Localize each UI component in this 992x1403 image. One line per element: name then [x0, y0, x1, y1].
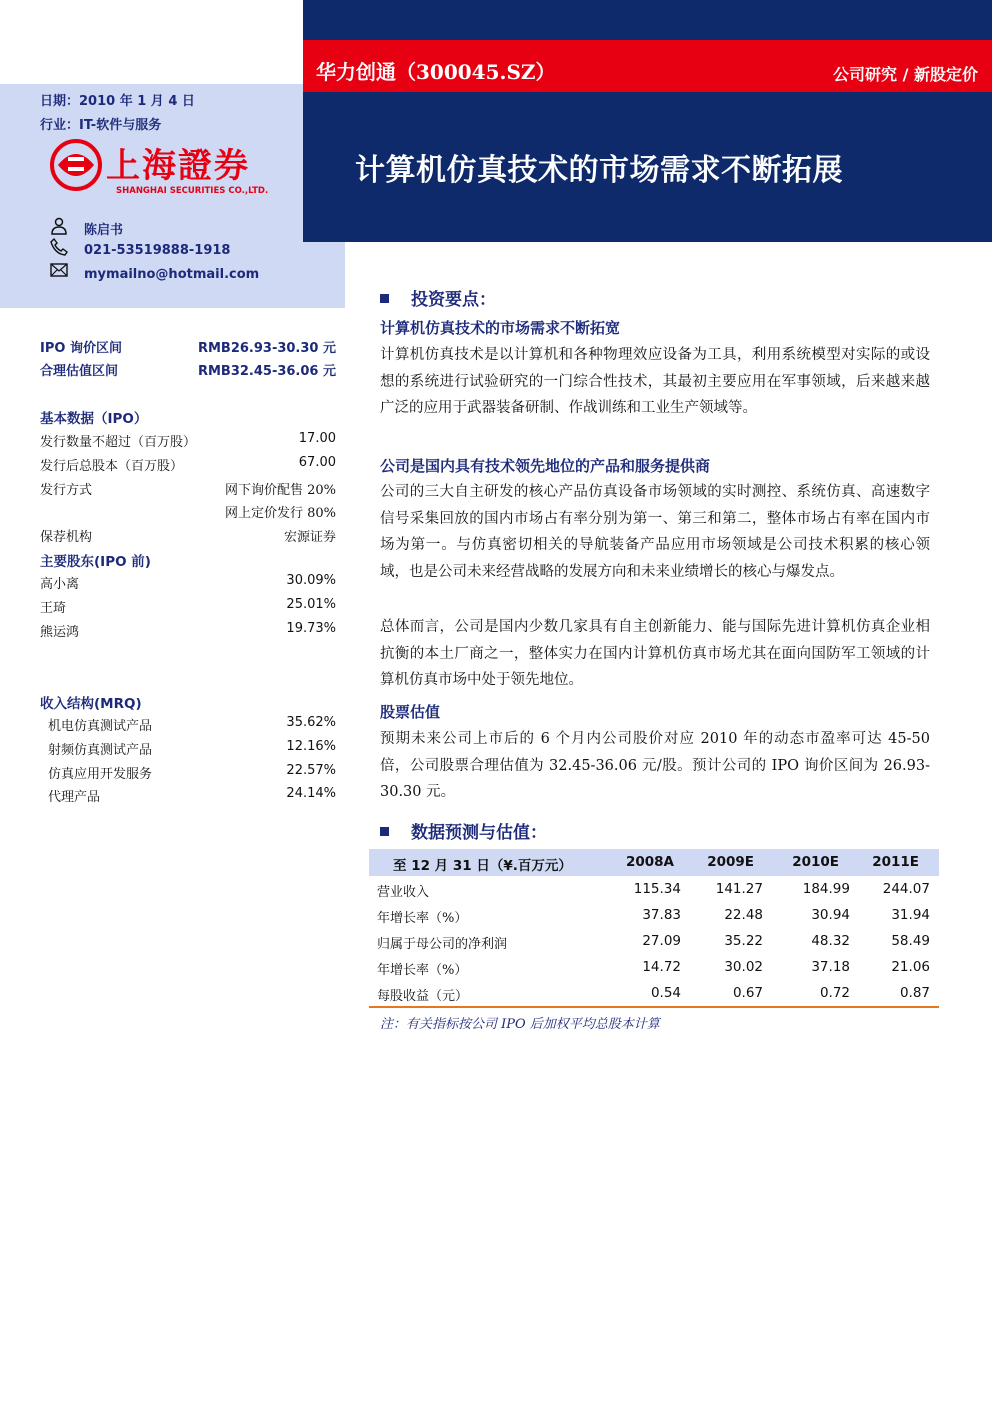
table-row — [369, 876, 939, 902]
report-type: 公司研究 / 新股定价 — [833, 65, 978, 84]
row-value: 12.16% — [286, 739, 336, 754]
table-row — [40, 455, 336, 475]
row-label: 射频仿真测试产品 — [48, 743, 153, 758]
table-bottom-rule — [369, 1006, 939, 1008]
cell: 0.87 — [899, 985, 930, 1001]
pricing-row — [40, 337, 336, 357]
logo-mark-icon — [44, 135, 284, 205]
section-heading — [380, 818, 547, 843]
cell: 0.72 — [819, 985, 850, 1001]
row-label: 发行方式 — [40, 483, 93, 498]
row-label: 高小离 — [40, 577, 80, 592]
row-label: 熊运鸿 — [40, 625, 80, 640]
header-top-band — [303, 0, 992, 40]
email-icon — [50, 262, 68, 280]
shareholders-heading: 主要股东(IPO 前) — [40, 554, 151, 570]
analyst-email[interactable]: mymailno@hotmail.com — [84, 267, 260, 282]
cell: 115.34 — [633, 881, 681, 897]
shareholders-table — [40, 550, 336, 640]
row-value: 35.62% — [286, 715, 336, 730]
row-value: 网上定价发行 80% — [224, 506, 336, 521]
bullet-square-icon — [380, 827, 389, 836]
pricing-label: IPO 询价区间 — [40, 341, 122, 356]
pricing-value: RMB26.93-30.30 元 — [197, 341, 336, 356]
table-row — [40, 479, 336, 499]
header-cell: 2010E — [792, 854, 839, 870]
cell: 14.72 — [642, 959, 681, 975]
industry: 行业：IT-软件与服务 — [40, 118, 162, 133]
cell: 21.06 — [891, 959, 930, 975]
analyst-name: 陈启书 — [84, 223, 124, 238]
cell: 141.27 — [715, 881, 763, 897]
row-label: 代理产品 — [48, 790, 101, 805]
table-header — [369, 849, 939, 876]
table-row — [40, 573, 336, 593]
cell: 37.83 — [642, 907, 681, 923]
revenue-structure-table — [40, 692, 336, 807]
cell: 35.22 — [724, 933, 763, 949]
svg-text:上海證券: 上海證券 — [106, 146, 250, 186]
cell: 22.48 — [724, 907, 763, 923]
table-row — [40, 597, 336, 617]
row-label: 年增长率（%） — [377, 963, 468, 978]
revenue-structure-heading: 收入结构(MRQ) — [40, 696, 142, 712]
table-row — [40, 715, 336, 735]
table-row — [369, 954, 939, 980]
table-row — [40, 786, 336, 806]
svg-text:SHANGHAI SECURITIES CO.,LTD.: SHANGHAI SECURITIES CO.,LTD. — [116, 186, 269, 196]
table-row — [40, 621, 336, 641]
basic-data-table — [40, 407, 336, 547]
table-row — [40, 502, 336, 522]
row-value: 25.01% — [286, 597, 336, 612]
cell: 58.49 — [891, 933, 930, 949]
cell: 31.94 — [891, 907, 930, 923]
row-value: 网下询价配售 20% — [224, 483, 336, 498]
table-row — [40, 763, 336, 783]
table-row — [40, 431, 336, 451]
row-label: 年增长率（%） — [377, 911, 468, 926]
header-cell: 2009E — [707, 854, 754, 870]
table-row — [369, 980, 939, 1006]
row-label: 王琦 — [40, 601, 67, 616]
pricing-label: 合理估值区间 — [40, 364, 119, 379]
table-row — [369, 928, 939, 954]
basic-data-heading: 基本数据（IPO） — [40, 411, 148, 427]
row-label: 机电仿真测试产品 — [48, 719, 153, 734]
phone-icon — [50, 238, 68, 256]
pricing-row — [40, 360, 336, 380]
report-title: 计算机仿真技术的市场需求不断拓展 — [355, 153, 843, 188]
bullet-square-icon — [380, 294, 389, 303]
row-label: 发行数量不超过（百万股） — [40, 435, 197, 450]
row-label: 仿真应用开发服务 — [48, 767, 153, 782]
cell: 0.67 — [732, 985, 763, 1001]
paragraph: 总体而言，公司是国内少数几家具有自主创新能力、能与国际先进计算机仿真企业相抗衡的本土厂商之一，整体实力在国内计算机仿真市场尤其在面向国防军工领域的计算机仿真市场中处于领先地位。 — [380, 619, 930, 688]
table-row — [40, 526, 336, 546]
row-value: 67.00 — [298, 455, 336, 470]
cell: 30.94 — [811, 907, 850, 923]
row-label: 保荐机构 — [40, 530, 93, 545]
row-label: 归属于母公司的净利润 — [377, 937, 508, 952]
row-label: 发行后总股本（百万股） — [40, 459, 184, 474]
row-label: 营业收入 — [377, 885, 430, 900]
header-cell: 至 12 月 31 日（¥.百万元） — [393, 858, 572, 874]
pricing-table — [40, 337, 336, 381]
stock-name: 华力创通（300045.SZ） — [316, 60, 556, 84]
report-date: 日期：2010 年 1 月 4 日 — [40, 94, 195, 109]
paragraph: 预期未来公司上市后的 6 个月内公司股价对应 2010 年的动态市盈率可达 45-50 倍，公司股票合理估值为 32.45-36.06 元/股。预计公司的 IPO 询价区间为 26.93-30.30 元。 — [380, 731, 930, 800]
row-value: 30.09% — [286, 573, 336, 588]
section-heading-text: 数据预测与估值： — [411, 823, 547, 843]
table-row — [369, 902, 939, 928]
row-value: 22.57% — [286, 763, 336, 778]
header-cell: 2008A — [625, 854, 674, 870]
info-panel-extension — [303, 242, 345, 308]
person-icon — [50, 217, 68, 235]
row-label: 每股收益（元） — [377, 989, 469, 1004]
subheading: 股票估值 — [380, 703, 441, 721]
subheading: 公司是国内具有技术领先地位的产品和服务提供商 — [380, 457, 711, 475]
subheading: 计算机仿真技术的市场需求不断拓宽 — [380, 319, 621, 337]
section-heading-text: 投资要点： — [411, 290, 496, 310]
analyst-phone: 021-53519888-1918 — [84, 243, 231, 258]
paragraph: 公司的三大自主研发的核心产品仿真设备市场领域的实时测控、系统仿真、高速数字信号采集回放的国内市场占有率分别为第一、第三和第二，整体市场占有率在国内市场为第一。与仿真密切相关的导航装备产品应用市场领域是公司技术积累的核心领域，也是公司未来经营战略的发展方向和未来业绩增长的核心与爆发点。 — [380, 484, 930, 580]
cell: 244.07 — [882, 881, 930, 897]
cell: 0.54 — [650, 985, 681, 1001]
section-heading — [380, 285, 496, 310]
table-note: 注：有关指标按公司 IPO 后加权平均总股本计算 — [380, 1017, 660, 1032]
shanghai-securities-logo — [44, 135, 284, 205]
cell: 48.32 — [811, 933, 850, 949]
cell: 37.18 — [811, 959, 850, 975]
table-row — [40, 739, 336, 759]
pricing-value: RMB32.45-36.06 元 — [197, 364, 336, 379]
cell: 184.99 — [802, 881, 850, 897]
row-value: 17.00 — [298, 431, 336, 446]
cell: 30.02 — [724, 959, 763, 975]
row-value: 宏源证券 — [283, 530, 336, 545]
paragraph: 计算机仿真技术是以计算机和各种物理效应设备为工具，利用系统模型对实际的或设想的系统进行试验研究的一门综合性技术，其最初主要应用在军事领域，后来越来越广泛的应用于武器装备研制、作战训练和工业生产领域等。 — [380, 347, 930, 416]
row-value: 19.73% — [286, 621, 336, 636]
header-cell: 2011E — [872, 854, 919, 870]
cell: 27.09 — [642, 933, 681, 949]
row-value: 24.14% — [286, 786, 336, 801]
